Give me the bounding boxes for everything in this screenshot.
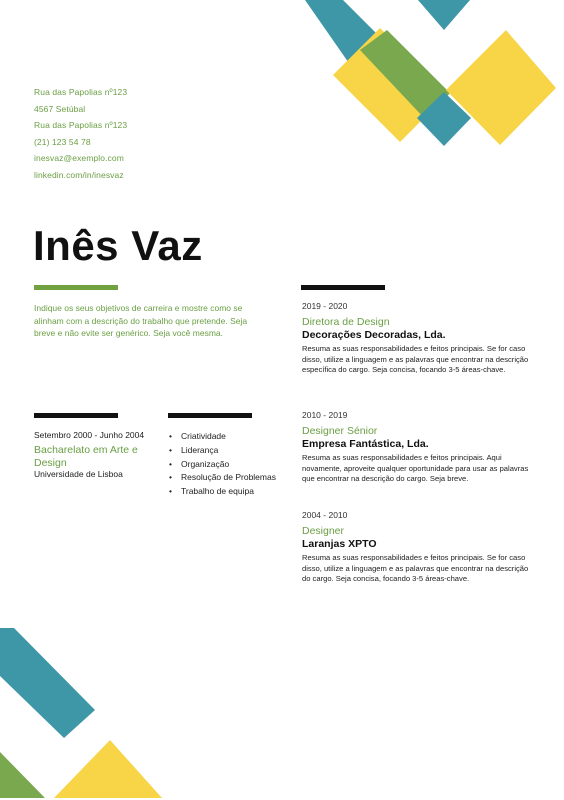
skill-item: • Liderança bbox=[169, 444, 276, 458]
skills-divider bbox=[168, 413, 252, 418]
job-description: Resuma as suas responsabilidades e feitos principais. Se for caso disso, utilize a linguagem e as palavras que encontrar na descrição do cargo. Seja concisa, focando 3-5 áreas-chave. bbox=[302, 553, 529, 583]
yellow-triangle-bottom bbox=[54, 740, 162, 798]
career-objective: Indique os seus objetivos de carreira e mostre como se alinham com a descrição do trabalho que pretende. Seja breve e não evite ser genérico. Seja você mesma. bbox=[34, 303, 248, 338]
address-city: 4567 Setúbal bbox=[34, 103, 86, 114]
job-company: Empresa Fantástica, Lda. bbox=[302, 438, 429, 450]
skills-list bbox=[169, 430, 276, 499]
job-title: Designer Sénior bbox=[302, 425, 378, 437]
education-school: Universidade de Lisboa bbox=[34, 469, 123, 479]
yellow-diamond-right bbox=[446, 30, 556, 145]
job-description: Resuma as suas responsabilidades e feitos principais. Aqui novamente, aproveite qualquer oportunidade para usar as palavras que encontrar na descrição do cargo. Seja breve. bbox=[302, 453, 529, 483]
job-description: Resuma as suas responsabilidades e feitos principais. Se for caso disso, utilize a linguagem e as palavras que encontrar na descrição específica do cargo. Seja concisa, focando 3-5 áreas-chave. bbox=[302, 344, 529, 374]
job-title: Designer bbox=[302, 525, 345, 537]
job-title: Diretora de Design bbox=[302, 316, 390, 328]
candidate-name: Inês Vaz bbox=[33, 222, 203, 269]
contact-info bbox=[34, 84, 127, 183]
experience-item bbox=[302, 410, 532, 485]
skill-item: • Resolução de Problemas bbox=[169, 471, 276, 485]
education-divider bbox=[34, 413, 118, 418]
education-degree: Bacharelato em Arte e Design bbox=[34, 444, 138, 469]
email-address[interactable]: inesvaz@exemplo.com bbox=[34, 153, 124, 163]
objective-divider bbox=[34, 285, 118, 290]
education-dates: Setembro 2000 - Junho 2004 bbox=[34, 430, 145, 440]
address-line: Rua das Papolias nº123 bbox=[34, 87, 128, 97]
phone-number: (21) 123 54 78 bbox=[34, 136, 91, 147]
job-dates: 2010 - 2019 bbox=[302, 410, 348, 420]
experience-divider bbox=[301, 285, 385, 290]
skill-item: • Criatividade bbox=[169, 430, 276, 444]
job-dates: 2004 - 2010 bbox=[302, 510, 348, 520]
skill-item: • Organização bbox=[169, 458, 276, 472]
teal-stripe-bottom bbox=[0, 628, 95, 738]
education-section bbox=[34, 430, 159, 479]
job-company: Decorações Decoradas, Lda. bbox=[302, 329, 446, 341]
job-company: Laranjas XPTO bbox=[302, 538, 377, 550]
experience-item bbox=[302, 510, 532, 585]
green-triangle-bottom bbox=[0, 752, 45, 798]
linkedin-url[interactable]: linkedin.com/in/inesvaz bbox=[34, 169, 124, 180]
teal-triangle-top bbox=[418, 0, 470, 30]
address-line-secondary: Rua das Papolias nº123 bbox=[34, 120, 128, 130]
job-dates: 2019 - 2020 bbox=[302, 301, 348, 311]
experience-item bbox=[302, 301, 532, 376]
skill-item: • Trabalho de equipa bbox=[169, 485, 276, 499]
